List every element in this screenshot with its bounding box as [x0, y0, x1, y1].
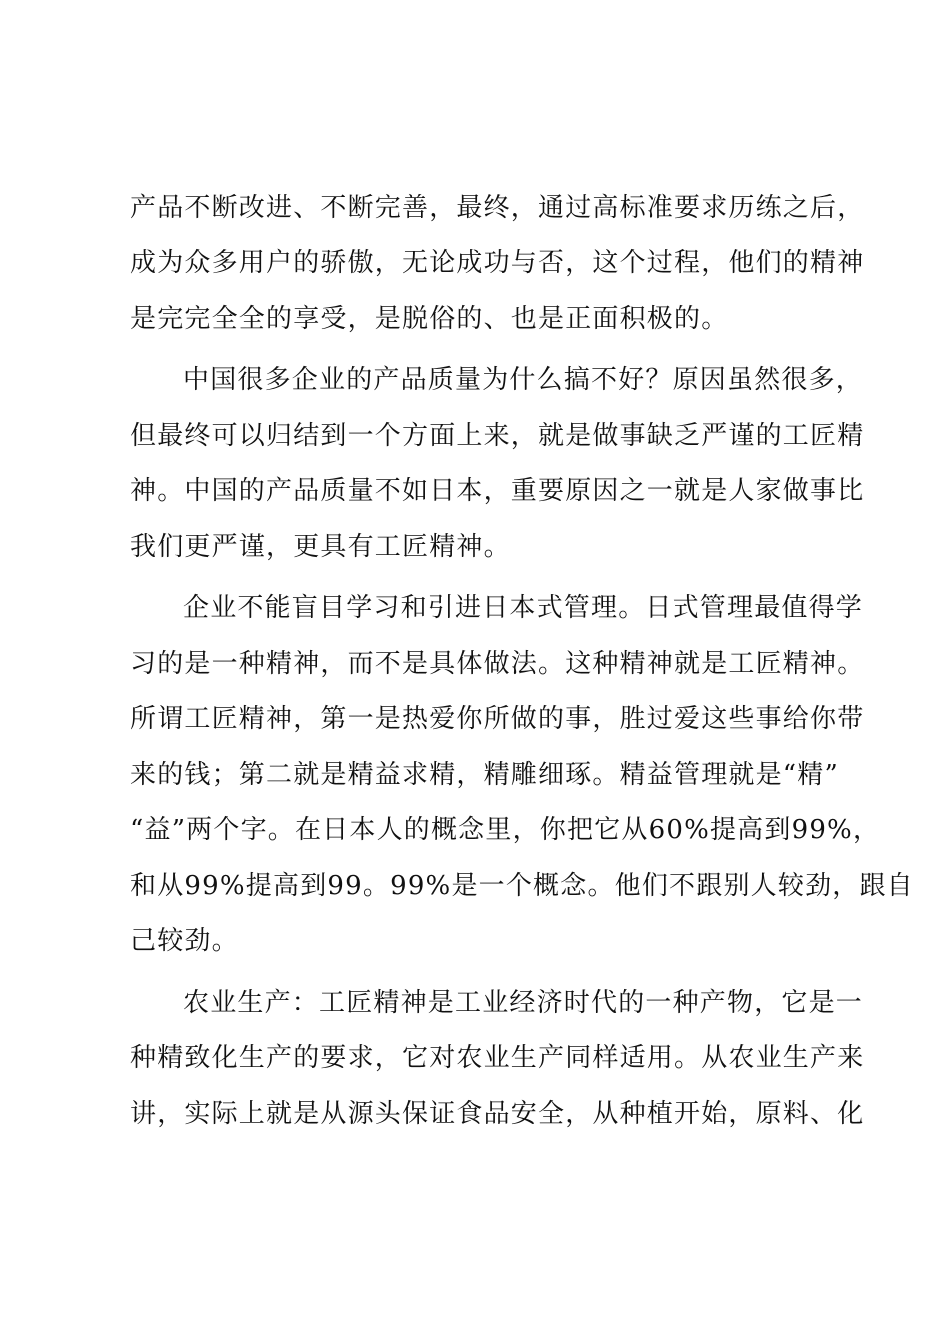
text-line: 己较劲。 — [130, 926, 239, 956]
text-line: 神。中国的产品质量不如日本，重要原因之一就是人家做事比 — [130, 476, 865, 506]
text-line: 产品不断改进、不断完善，最终，通过高标准要求历练之后， — [130, 193, 865, 223]
paragraph-first-line: 企业不能盲目学习和引进日本式管理。日式管理最值得学 — [183, 593, 864, 623]
text-line: 习的是一种精神，而不是具体做法。这种精神就是工匠精神。 — [130, 649, 865, 679]
text-line: “益”两个字。在日本人的概念里，你把它从60%提高到99%， — [130, 815, 881, 845]
paragraph-first-line: 农业生产：工匠精神是工业经济时代的一种产物，它是一 — [183, 988, 864, 1018]
text-line: 讲，实际上就是从源头保证食品安全，从种植开始，原料、化 — [130, 1099, 865, 1129]
text-line: 所谓工匠精神，第一是热爱你所做的事，胜过爱这些事给你带 — [130, 704, 865, 734]
text-line: 和从99%提高到99。99%是一个概念。他们不跟别人较劲，跟自 — [130, 871, 914, 901]
paragraph-first-line: 中国很多企业的产品质量为什么搞不好？原因虽然很多， — [183, 365, 864, 395]
text-line: 但最终可以归结到一个方面上来，就是做事缺乏严谨的工匠精 — [130, 421, 865, 451]
text-line: 是完完全全的享受，是脱俗的、也是正面积极的。 — [130, 304, 729, 334]
text-line: 种精致化生产的要求，它对农业生产同样适用。从农业生产来 — [130, 1043, 865, 1073]
text-line: 我们更严谨，更具有工匠精神。 — [130, 532, 511, 562]
text-line: 成为众多用户的骄傲，无论成功与否，这个过程，他们的精神 — [130, 248, 865, 278]
text-line: 来的钱；第二就是精益求精，精雕细琢。精益管理就是“精” — [130, 760, 839, 790]
